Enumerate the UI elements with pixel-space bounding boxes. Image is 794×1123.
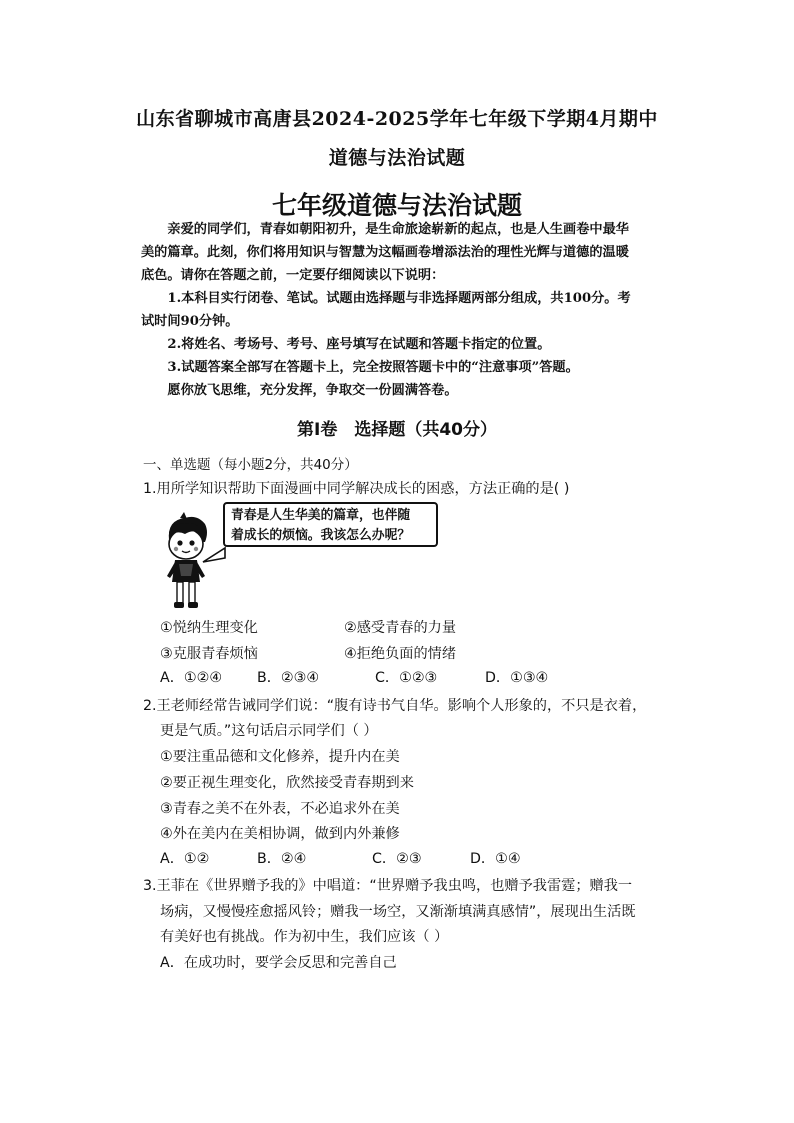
statement: ①悦纳生理变化 [160, 620, 258, 636]
option-b: B．②④ [257, 851, 307, 867]
intro-text [141, 218, 666, 402]
question-2-stem-cont: 更是气质。”这句话启示同学们（ ） [160, 723, 378, 739]
question-2-stem: 2.王老师经常告诫同学们说：“腹有诗书气自华。影响个人形象的，不只是衣着， [143, 698, 647, 714]
intro-line: 底色。请你在答题之前，一定要仔细阅读以下说明： [141, 268, 445, 283]
part-heading: 一、单选题（每小题2分，共40分） [143, 457, 358, 473]
page-title-line-2: 道德与法治试题 [328, 147, 466, 169]
statement: ②感受青春的力量 [344, 620, 457, 636]
intro-line: 2.将姓名、考场号、考号、座号填写在试题和答题卡指定的位置。 [167, 337, 551, 352]
statement: ②要正视生理变化，欣然接受青春期到来 [160, 775, 414, 791]
intro-line: 1.本科目实行闭卷、笔试。试题由选择题与非选择题两部分组成，共100分。考 [167, 291, 631, 306]
intro-line: 亲爱的同学们，青春如朝阳初升，是生命旅途崭新的起点，也是人生画卷中最华 [167, 222, 629, 237]
option-c: C．①②③ [375, 670, 438, 686]
option-d: D．①③④ [485, 670, 549, 686]
speech-bubble [223, 502, 438, 547]
statement: ④拒绝负面的情绪 [344, 646, 457, 662]
question-3-stem: 3.王菲在《世界赠予我的》中唱道：“世界赠予我虫鸣，也赠予我雷霆；赠我一 [143, 878, 633, 894]
statement: ①要注重品德和文化修养，提升内在美 [160, 749, 400, 765]
statement: ④外在美内在美相协调，做到内外兼修 [160, 826, 400, 842]
speech-line: 青春是人生华美的篇章，也伴随 [231, 508, 411, 523]
option-a: A．①② [160, 851, 210, 867]
option-b: B．②③④ [257, 670, 320, 686]
exam-subtitle: 七年级道德与法治试题 [271, 191, 522, 220]
option-a: A．在成功时，要学会反思和完善自己 [160, 955, 397, 971]
option-d: D．①④ [470, 851, 521, 867]
intro-line: 试时间90分钟。 [141, 314, 239, 329]
question-3-stem-cont: 场病，又慢慢痊愈摇风铃；赠我一场空，又渐渐填满真感情”，展现出生活既 [160, 904, 636, 920]
question-1-stem: 1.用所学知识帮助下面漫画中同学解决成长的困惑，方法正确的是( ) [143, 481, 570, 497]
page-title: 山东省聊城市高唐县2024-2025学年七年级下学期4月期中 [136, 108, 658, 130]
statement: ③克服青春烦恼 [160, 646, 258, 662]
option-a: A．①②④ [160, 670, 223, 686]
section-title: 第Ⅰ卷 选择题（共40分） [297, 420, 497, 440]
question-3-stem-cont: 有美好也有挑战。作为初中生，我们应该（ ） [160, 929, 449, 945]
option-c: C．②③ [372, 851, 422, 867]
statement: ③青春之美不在外表，不必追求外在美 [160, 801, 400, 817]
speech-line: 着成长的烦恼。我该怎么办呢？ [231, 528, 411, 543]
intro-line: 3.试题答案全部写在答题卡上，完全按照答题卡中的“注意事项”答题。 [167, 360, 579, 375]
intro-line: 愿你放飞思维，充分发挥，争取交一份圆满答卷。 [167, 383, 458, 398]
intro-line: 美的篇章。此刻，你们将用知识与智慧为这幅画卷增添法治的理性光辉与道德的温暖 [141, 245, 629, 260]
